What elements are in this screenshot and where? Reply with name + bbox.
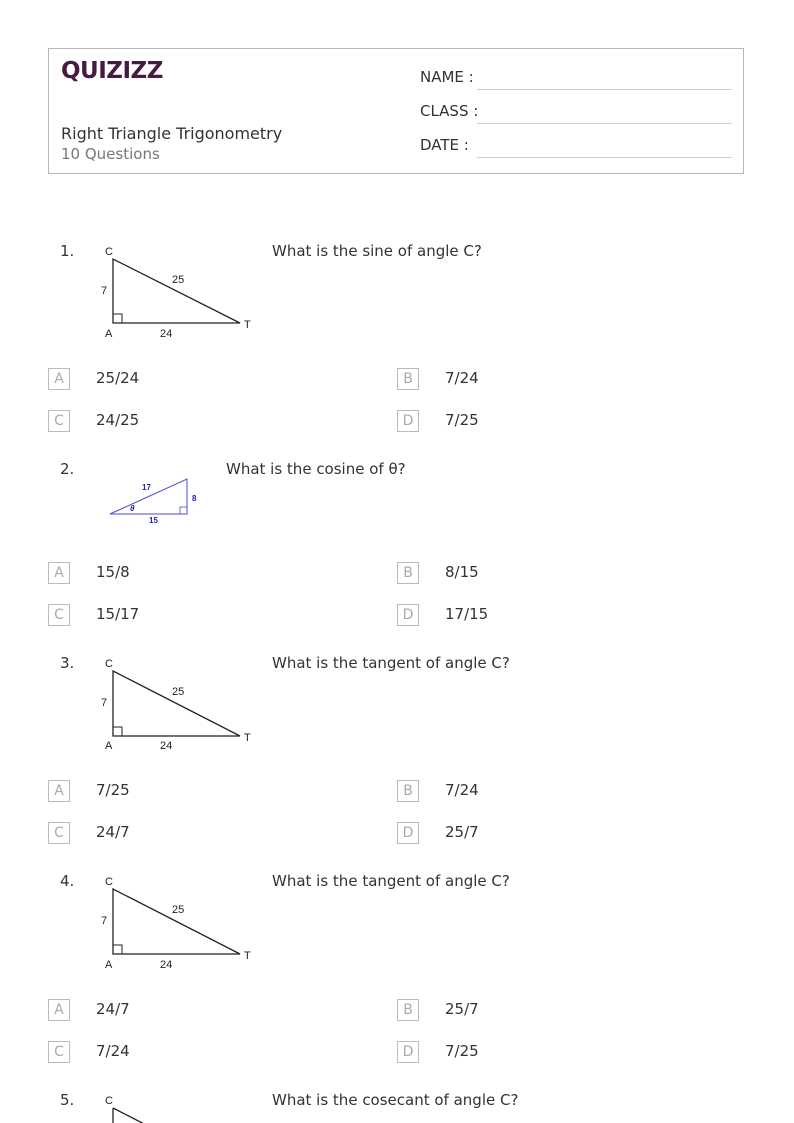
label-a: A <box>105 328 113 340</box>
question-text: What is the tangent of angle C? <box>272 654 510 672</box>
triangle-diagram <box>96 1090 206 1123</box>
option-b-box[interactable]: B <box>397 368 419 390</box>
option-b-text[interactable]: 8/15 <box>445 563 479 581</box>
option-c-text[interactable]: 15/17 <box>96 605 140 623</box>
option-b-box[interactable]: B <box>397 780 419 802</box>
question-number: 4. <box>60 872 75 890</box>
option-a-text[interactable]: 24/7 <box>96 1000 130 1018</box>
name-label: NAME : <box>420 68 474 86</box>
option-a-text[interactable]: 25/24 <box>96 369 140 387</box>
question-text: What is the cosecant of angle C? <box>272 1091 519 1109</box>
option-c-box[interactable]: C <box>48 1041 70 1063</box>
option-d-text[interactable]: 25/7 <box>445 823 479 841</box>
label-side-at: 24 <box>160 959 173 971</box>
label-a: A <box>105 740 113 752</box>
triangle-diagram <box>96 652 256 757</box>
question-number: 5. <box>60 1091 75 1109</box>
option-a-text[interactable]: 15/8 <box>96 563 130 581</box>
question-count: 10 Questions <box>61 145 160 163</box>
option-a-box[interactable]: A <box>48 368 70 390</box>
label-adj: 15 <box>149 516 158 525</box>
option-b-box[interactable]: B <box>397 999 419 1021</box>
right-angle-marker <box>113 314 122 323</box>
label-opp: 8 <box>192 494 197 503</box>
option-a-box[interactable]: A <box>48 562 70 584</box>
option-c-box[interactable]: C <box>48 822 70 844</box>
label-t: T <box>244 732 251 744</box>
label-t: T <box>244 950 251 962</box>
right-angle-marker <box>180 507 187 514</box>
label-side-ct: 25 <box>172 904 185 916</box>
option-c-text[interactable]: 7/24 <box>96 1042 130 1060</box>
question-number: 3. <box>60 654 75 672</box>
option-d-text[interactable]: 7/25 <box>445 1042 479 1060</box>
option-d-box[interactable]: D <box>397 410 419 432</box>
date-label: DATE : <box>420 136 469 154</box>
label-theta: θ <box>130 504 135 513</box>
question-number: 1. <box>60 242 75 260</box>
right-angle-marker <box>113 945 122 954</box>
label-c: C <box>105 1095 113 1107</box>
option-c-text[interactable]: 24/7 <box>96 823 130 841</box>
question-text: What is the cosine of θ? <box>226 460 406 478</box>
label-c: C <box>105 246 113 258</box>
option-a-box[interactable]: A <box>48 780 70 802</box>
quizizz-logo: QUIZIZZ <box>61 58 163 84</box>
option-a-box[interactable]: A <box>48 999 70 1021</box>
option-d-box[interactable]: D <box>397 1041 419 1063</box>
class-field[interactable] <box>477 123 732 124</box>
label-c: C <box>105 876 113 888</box>
option-c-box[interactable]: C <box>48 604 70 626</box>
option-b-text[interactable]: 7/24 <box>445 781 479 799</box>
triangle-shape <box>113 889 240 954</box>
label-side-at: 24 <box>160 328 173 340</box>
label-side-at: 24 <box>160 740 173 752</box>
option-d-text[interactable]: 17/15 <box>445 605 489 623</box>
option-d-box[interactable]: D <box>397 822 419 844</box>
worksheet-title: Right Triangle Trigonometry <box>61 124 283 143</box>
label-side-ca: 7 <box>101 915 108 927</box>
right-angle-marker <box>113 727 122 736</box>
option-a-text[interactable]: 7/25 <box>96 781 130 799</box>
label-side-ct: 25 <box>172 686 185 698</box>
option-d-box[interactable]: D <box>397 604 419 626</box>
question-text: What is the tangent of angle C? <box>272 872 510 890</box>
option-d-text[interactable]: 7/25 <box>445 411 479 429</box>
name-field[interactable] <box>477 89 732 90</box>
triangle-side <box>113 1108 156 1123</box>
label-side-ct: 25 <box>172 274 185 286</box>
label-side-ca: 7 <box>101 285 108 297</box>
label-t: T <box>244 319 251 331</box>
question-number: 2. <box>60 460 75 478</box>
triangle-shape <box>113 671 240 736</box>
label-c: C <box>105 658 113 670</box>
triangle-diagram <box>96 871 256 976</box>
option-b-box[interactable]: B <box>397 562 419 584</box>
date-field[interactable] <box>477 157 732 158</box>
theta-triangle-diagram <box>104 474 208 530</box>
label-hyp: 17 <box>142 483 151 492</box>
label-side-ca: 7 <box>101 697 108 709</box>
option-c-text[interactable]: 24/25 <box>96 411 140 429</box>
label-a: A <box>105 959 113 971</box>
question-text: What is the sine of angle C? <box>272 242 482 260</box>
option-b-text[interactable]: 25/7 <box>445 1000 479 1018</box>
triangle-diagram <box>96 240 256 345</box>
option-c-box[interactable]: C <box>48 410 70 432</box>
option-b-text[interactable]: 7/24 <box>445 369 479 387</box>
class-label: CLASS : <box>420 102 479 120</box>
triangle-shape <box>113 259 240 323</box>
